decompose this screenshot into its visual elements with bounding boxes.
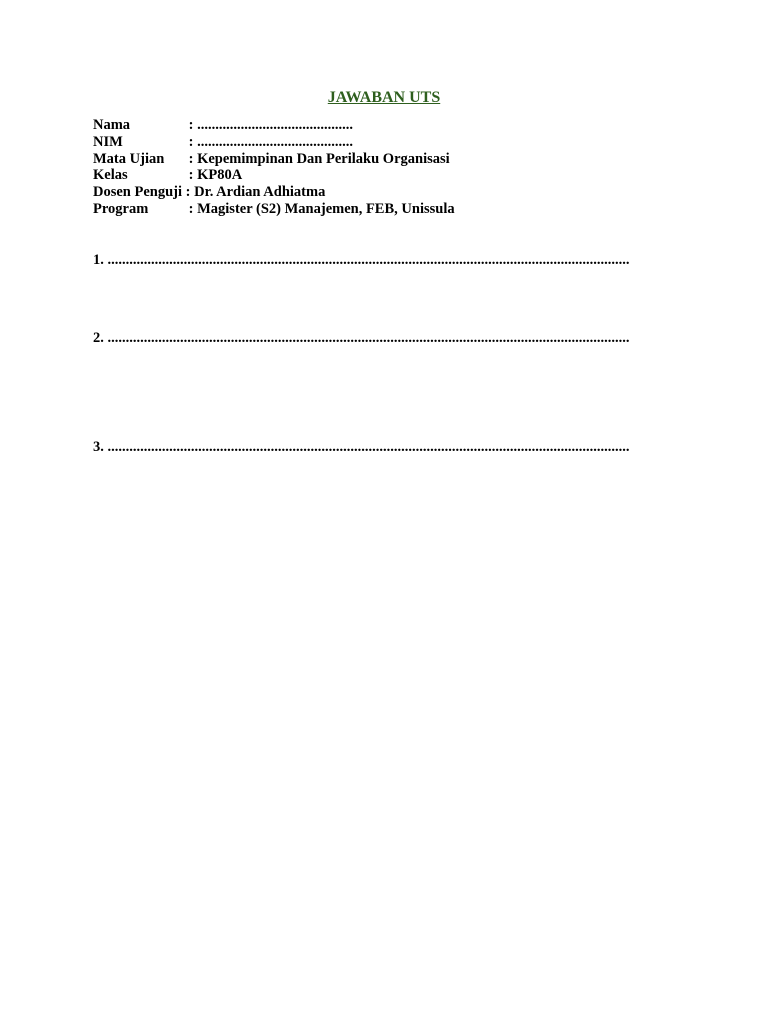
answer-dots: ................................................................................................................................................ [107, 252, 630, 268]
info-row-dosen-penguji [93, 184, 455, 201]
info-row-mata-ujian [93, 151, 455, 168]
info-separator: : [185, 133, 198, 150]
info-label-program: Program [93, 200, 149, 217]
exam-info-block [93, 117, 455, 218]
answer-dots: ................................................................................................................................................ [107, 439, 630, 455]
answer-line-3 [93, 439, 668, 455]
answer-dots: ................................................................................................................................................ [107, 330, 630, 346]
info-separator: : [185, 200, 198, 217]
info-separator: : [185, 150, 198, 167]
info-value-nim: ........................................... [197, 133, 353, 150]
info-label-mata-ujian: Mata Ujian [93, 150, 165, 167]
answer-number: 3. [93, 439, 108, 455]
info-separator: : [185, 167, 198, 184]
info-value-mata-ujian: Kepemimpinan Dan Perilaku Organisasi [197, 150, 450, 167]
info-label-kelas: Kelas [93, 167, 128, 184]
info-label-dosen-penguji: Dosen Penguji [93, 184, 183, 201]
answer-number: 2. [93, 330, 108, 346]
info-row-nama [93, 117, 455, 134]
info-row-program [93, 201, 455, 218]
info-value-kelas: KP80A [197, 167, 243, 184]
info-separator: : [185, 117, 198, 133]
info-separator: : [182, 184, 195, 201]
info-value-program: Magister (S2) Manajemen, FEB, Unissula [197, 200, 455, 217]
answer-number: 1. [93, 252, 108, 268]
info-label-nim: NIM [93, 133, 123, 150]
page-title: JAWABAN UTS [327, 89, 441, 106]
info-label-nama: Nama [93, 117, 131, 133]
info-value-nama: ........................................... [197, 117, 353, 133]
info-value-dosen-penguji: Dr. Ardian Adhiatma [194, 184, 326, 201]
answer-line-1 [93, 252, 668, 268]
info-row-nim [93, 134, 455, 151]
info-row-kelas [93, 167, 455, 184]
answer-line-2 [93, 330, 668, 346]
